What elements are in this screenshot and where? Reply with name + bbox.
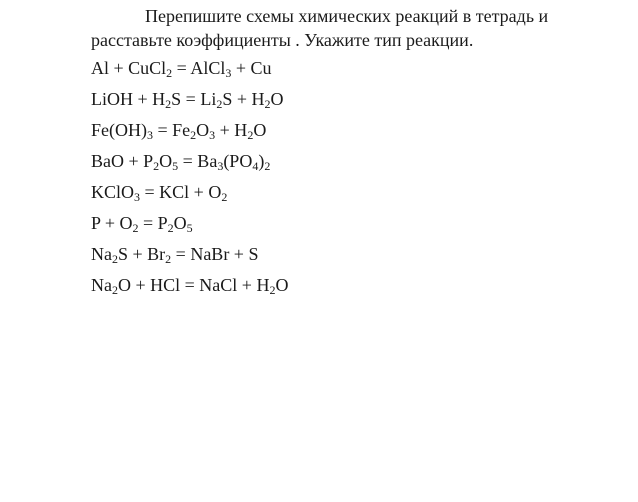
- equation-text: LiOH + H: [91, 89, 166, 109]
- equation-subscript: 2: [112, 252, 118, 266]
- equation-subscript: 2: [264, 97, 271, 111]
- equation-subscript: 3: [209, 128, 216, 142]
- equation-subscript: 4: [252, 159, 259, 173]
- equation-subscript: 2: [167, 221, 174, 235]
- equation-text: = P: [138, 213, 168, 233]
- equation-text: O: [253, 120, 267, 140]
- equation-text: KClO: [91, 182, 135, 202]
- equation-line: [91, 56, 288, 87]
- equation-text: O: [196, 120, 210, 140]
- equation-text: Na: [91, 244, 112, 264]
- equation-line: [91, 273, 288, 304]
- equation-text: = Ba: [178, 151, 218, 171]
- equation-text: + Cu: [231, 58, 272, 78]
- equation-line: [91, 242, 288, 273]
- equation-list: [91, 56, 288, 304]
- equation-line: [91, 180, 288, 211]
- equation-subscript: 2: [112, 283, 118, 297]
- equation-text: S + Br: [118, 244, 166, 264]
- equation-text: ): [258, 151, 265, 171]
- equation-subscript: 2: [269, 283, 276, 297]
- equation-text: (PO: [223, 151, 253, 171]
- equation-line: [91, 211, 288, 242]
- equation-subscript: 2: [216, 97, 223, 111]
- equation-text: O: [270, 89, 284, 109]
- equation-subscript: 3: [147, 128, 153, 142]
- equation-subscript: 2: [165, 97, 172, 111]
- equation-subscript: 5: [172, 159, 179, 173]
- equation-subscript: 2: [165, 252, 172, 266]
- equation-subscript: 2: [153, 159, 160, 173]
- equation-text: O + HCl = NaCl + H: [118, 275, 270, 295]
- equation-text: + H: [215, 120, 248, 140]
- equation-subscript: 3: [225, 66, 232, 80]
- equation-subscript: 2: [264, 159, 271, 173]
- equation-subscript: 2: [247, 128, 254, 142]
- equation-text: = NaBr + S: [171, 244, 259, 264]
- equation-subscript: 5: [186, 221, 193, 235]
- equation-subscript: 3: [134, 190, 141, 204]
- instruction-text: Перепишите схемы химических реакций в тетрадь и расставьте коэффициенты . Укажите тип реакции.: [91, 6, 549, 50]
- equation-text: S + H: [222, 89, 265, 109]
- equation-subscript: 2: [132, 221, 139, 235]
- equation-subscript: 2: [221, 190, 228, 204]
- equation-text: Al + CuCl: [91, 58, 167, 78]
- equation-subscript: 3: [217, 159, 224, 173]
- equation-subscript: 2: [190, 128, 197, 142]
- equation-text: O: [159, 151, 173, 171]
- equation-line: [91, 118, 288, 149]
- equation-text: P + O: [91, 213, 133, 233]
- equation-subscript: 2: [166, 66, 173, 80]
- equation-text: O: [275, 275, 289, 295]
- equation-text: = Fe: [153, 120, 191, 140]
- equation-text: BaO + P: [91, 151, 154, 171]
- equation-text: S = Li: [171, 89, 217, 109]
- equation-text: Na: [91, 275, 112, 295]
- equation-line: [91, 87, 288, 118]
- equation-line: [91, 149, 288, 180]
- equation-text: Fe(OH): [91, 120, 147, 140]
- equation-text: O: [173, 213, 187, 233]
- equation-text: = KCl + O: [140, 182, 222, 202]
- equation-text: = AlCl: [172, 58, 226, 78]
